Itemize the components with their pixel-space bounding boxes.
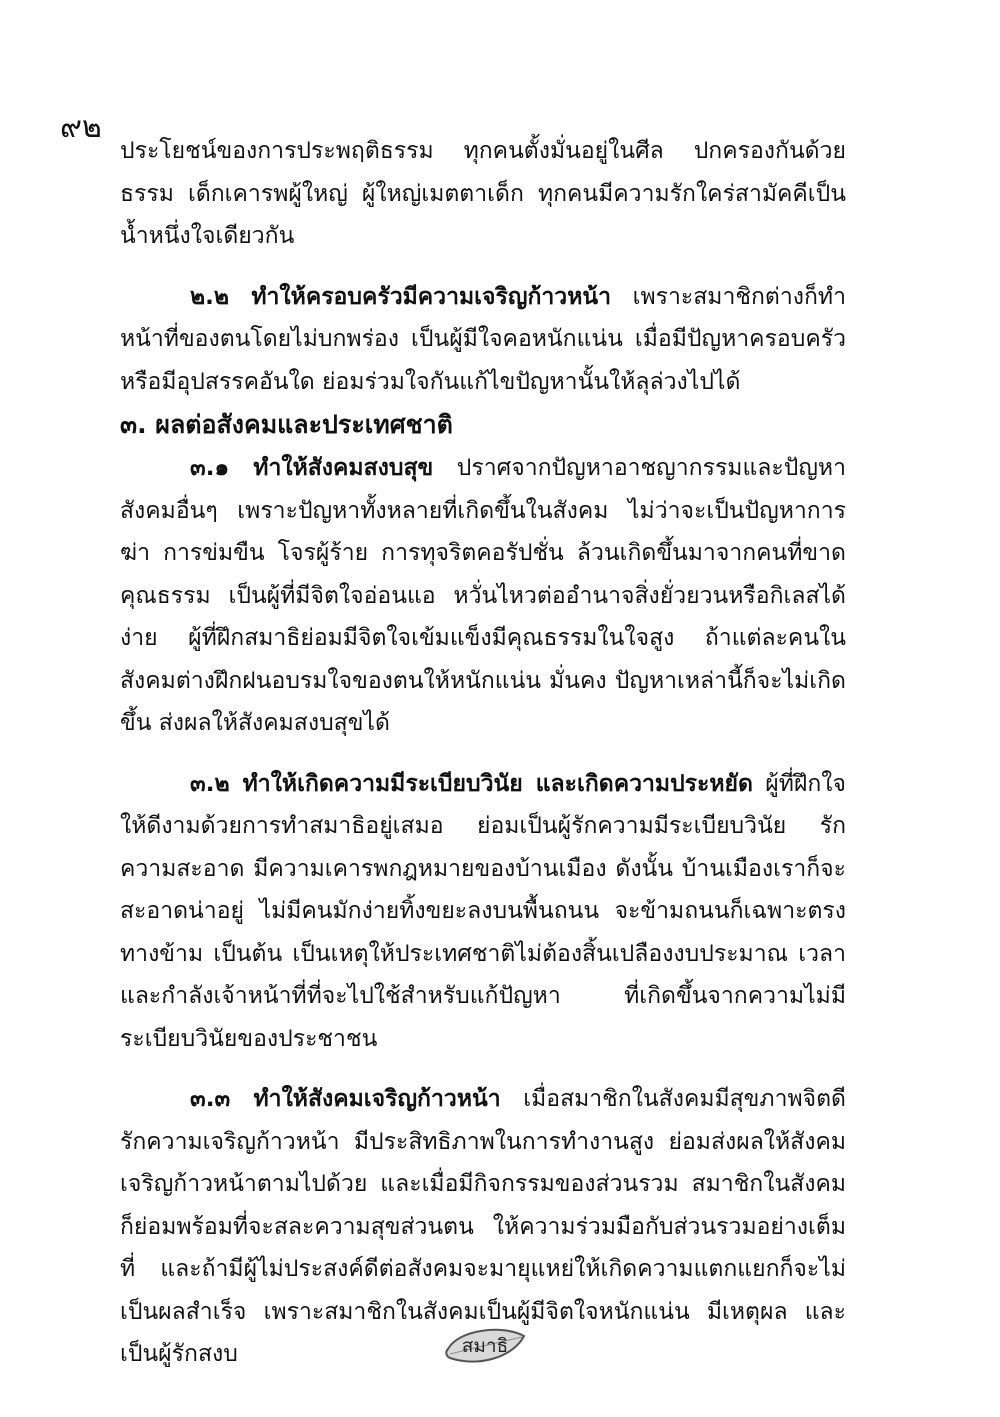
section-3-heading: ๓. ผลต่อสังคมและประเทศชาติ [120,410,453,439]
section-3-1 [120,447,846,745]
section-3-3-title: ๓.๓ ทำให้สังคมเจริญก้าวหน้า [190,1086,501,1112]
paragraph-continuation: ประโยชน์ของการประพฤติธรรม ทุกคนตั้งมั่นอยู่ในศีล ปกครองกันด้วยธรรม เด็กเคารพผู้ใหญ่ ผู้ใหญ่เมตตาเด็ก ทุกคนมีความรักใคร่สามัคคีเป็นน้ำหนึ่งใจเดียวกัน [120,138,846,249]
footer-label: สมาธิ [461,1335,509,1357]
section-2-2-title: ๒.๒ ทำให้ครอบครัวมีความเจริญก้าวหน้า [190,283,612,310]
section-3-1-title: ๓.๑ ทำให้สังคมสงบสุข [190,455,434,481]
page-body [120,130,846,1376]
section-2-2-text: เพราะสมาชิกต่างก็ทำหน้าที่ของตนโดยไม่บกพร่อง เป็นผู้มีใจคอหนักแน่น เมื่อมีปัญหาครอบครัวหรือมีอุปสรรคอันใด ย่อมร่วมใจกันแก้ไขปัญหานั้นให้ลุล่วงไปได้ [120,283,846,395]
footer-emblem [440,1322,530,1372]
section-3-2-title: ๓.๒ ทำให้เกิดความมีระเบียบวินัย และเกิดความประหยัด [190,770,753,797]
section-2-2 [120,276,846,404]
section-3-1-text: ปราศจากปัญหาอาชญากรรมและปัญหาสังคมอื่นๆ เพราะปัญหาทั้งหลายที่เกิดขึ้นในสังคม ไม่ว่าจะเป็นปัญหาการฆ่า การข่มขืน โจรผู้ร้าย การทุจริตคอรัปชั่น ล้วนเกิดขึ้นมาจากคนที่ขาดคุณธรรม เป็นผู้ที่มีจิตใจอ่อนแอ หวั่นไหวต่ออำนาจสิ่งยั่วยวนหรือกิเลสได้ง่าย ผู้ที่ฝึกสมาธิย่อมมีจิตใจเข้มแข็งมีคุณธรรมในใจสูง ถ้าแต่ละคนในสังคมต่างฝึกฝนอบรมใจของตนให้หนักแน่น มั่นคง ปัญหาเหล่านี้ก็จะไม่เกิดขึ้น ส่งผลให้สังคมสงบสุขได้ [120,455,847,736]
page-number: ๙๒ [60,110,102,145]
section-3-3-text: เมื่อสมาชิกในสังคมมีสุขภาพจิตดี รักความเจริญก้าวหน้า มีประสิทธิภาพในการทำงานสูง ย่อมส่งผลให้สังคมเจริญก้าวหน้าตามไปด้วย และเมื่อมีกิจกรรมของส่วนรวม สมาชิกในสังคมก็ย่อมพร้อมที่จะสละความสุขส่วนตน ให้ความร่วมมือกับส่วนรวมอย่างเต็มที่ และถ้ามีผู้ไม่ประสงค์ดีต่อสังคมจะมายุแหย่ให้เกิดความแตกแยกก็จะไม่เป็นผลสำเร็จ เพราะสมาชิกในสังคมเป็นผู้มีจิตใจหนักแน่น มีเหตุผล และเป็นผู้รักสงบ [120,1086,846,1367]
section-3-2-text: ผู้ที่ฝึกใจให้ดีงามด้วยการทำสมาธิอยู่เสมอ ย่อมเป็นผู้รักความมีระเบียบวินัย รักความสะอาด มีความเคารพกฎหมายของบ้านเมือง ดังนั้น บ้านเมืองเราก็จะสะอาดน่าอยู่ ไม่มีคนมักง่ายทิ้งขยะลงบนพื้นถนน จะข้ามถนนก็เฉพาะตรงทางข้าม เป็นต้น เป็นเหตุให้ประเทศชาติไม่ต้องสิ้นเปลืองงบประมาณ เวลาและกำลังเจ้าหน้าที่ที่จะไปใช้สำหรับแก้ปัญหา ที่เกิดขึ้นจากความไม่มีระเบียบวินัยของประชาชน [120,770,846,1052]
section-3-2 [120,763,846,1061]
